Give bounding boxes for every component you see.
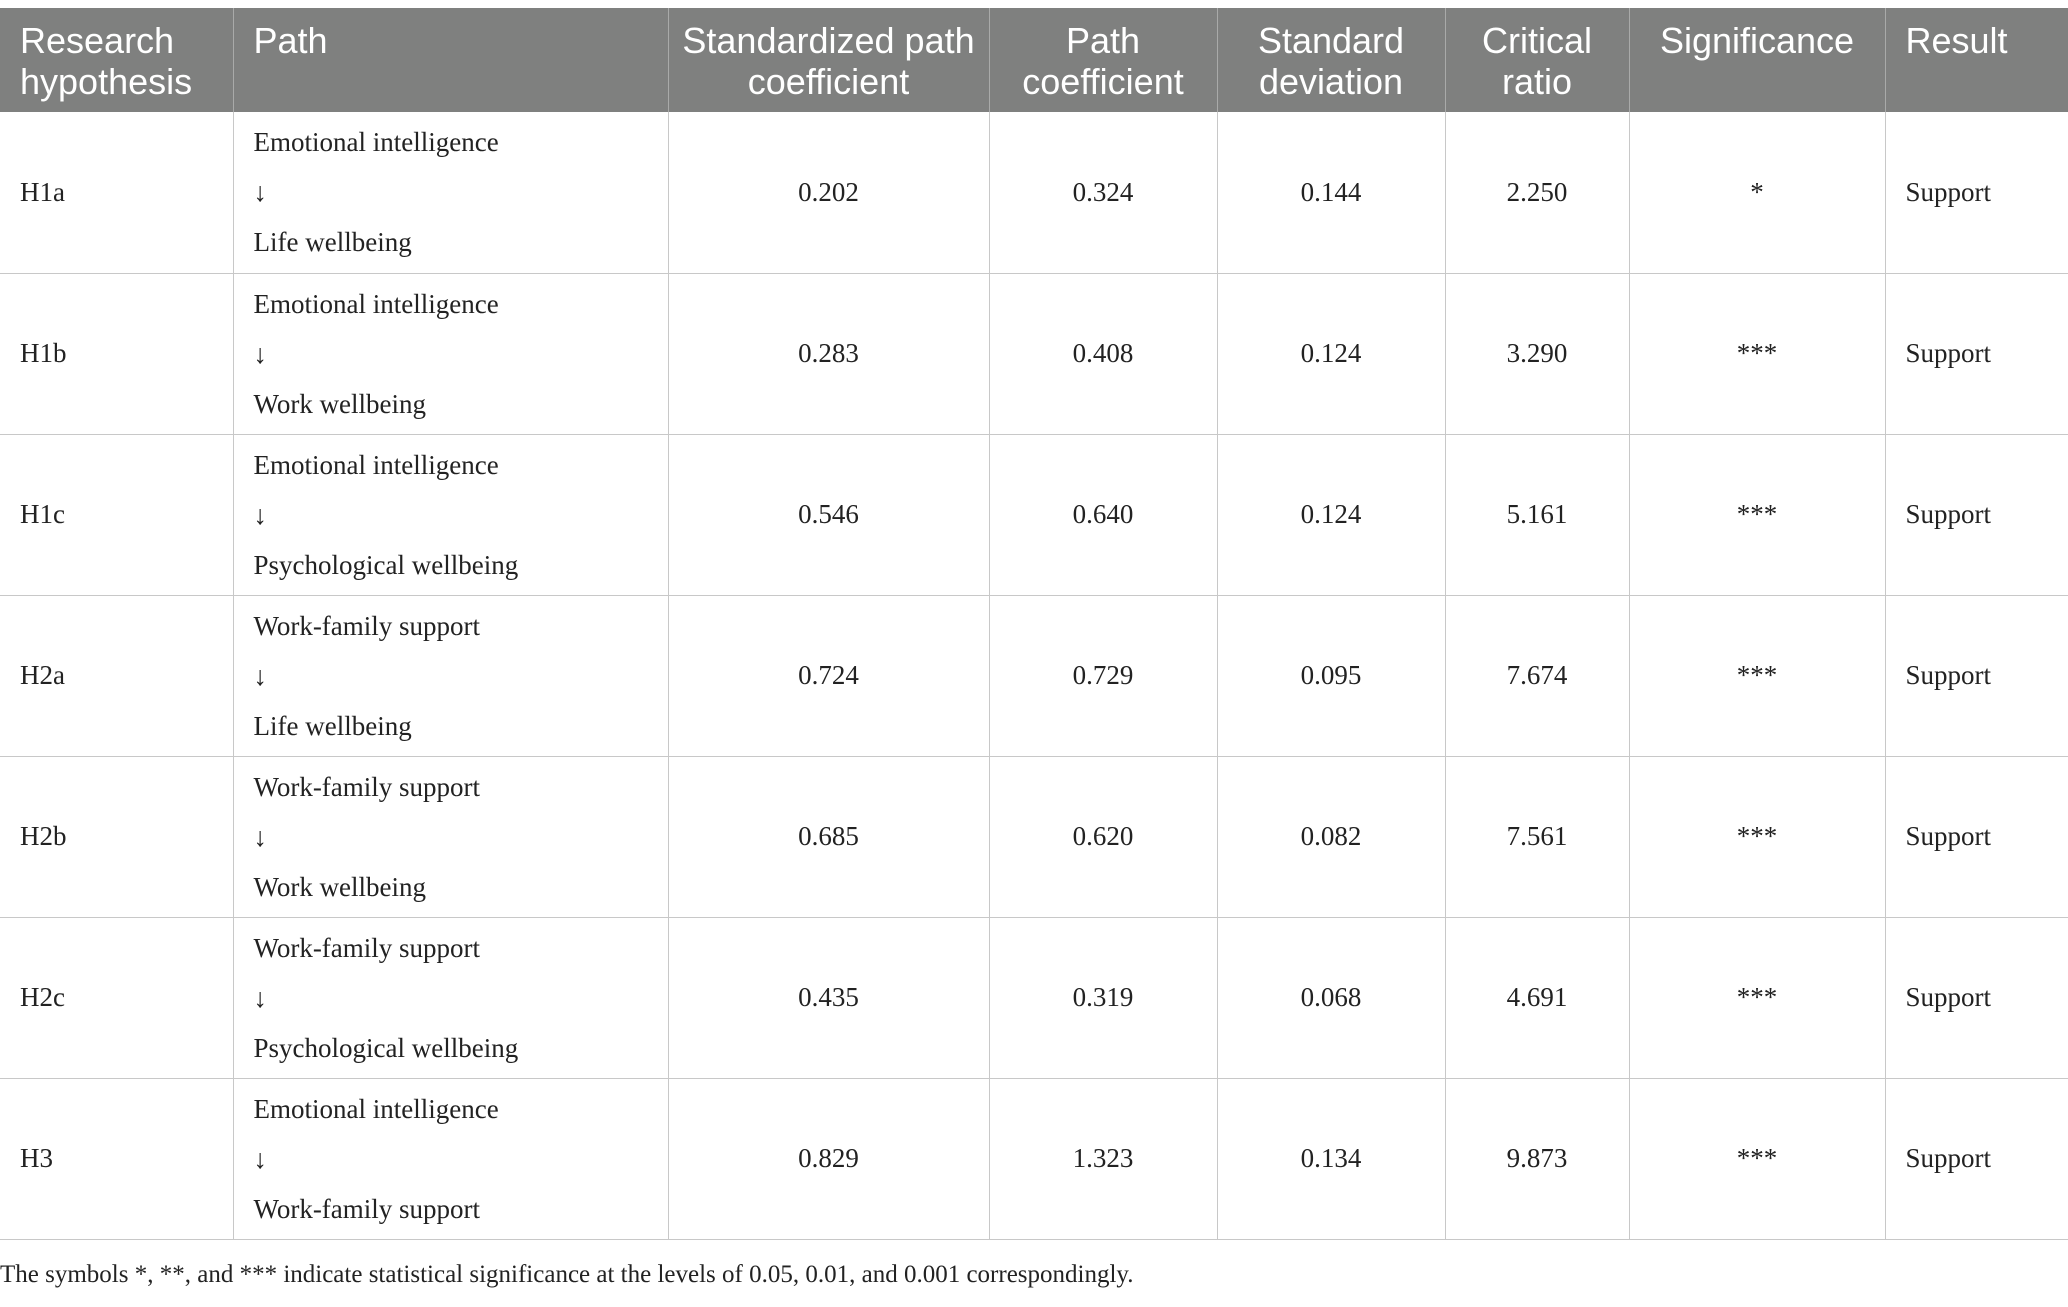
- table-row: [0, 1078, 2068, 1239]
- path-from-label: Work-family support: [253, 932, 481, 963]
- table-footnote: The symbols *, **, and *** indicate statistical significance at the levels of 0.05, 0.01, and 0.001 correspondingly.: [0, 1261, 1134, 1288]
- result-cell: Support: [1885, 1078, 2068, 1239]
- path-cell: [233, 112, 668, 273]
- standardized-coefficient-cell: 0.546: [668, 434, 989, 595]
- hypothesis-cell: H1a: [0, 112, 233, 273]
- path-coefficient-cell: 0.640: [989, 434, 1217, 595]
- path-coefficient-cell: 0.324: [989, 112, 1217, 273]
- path-from-label: Work-family support: [253, 771, 481, 802]
- hypothesis-cell: H2b: [0, 756, 233, 917]
- path-cell: [233, 1078, 668, 1239]
- results-table-container: [0, 8, 2068, 1240]
- down-arrow-icon: ↓: [253, 499, 267, 530]
- down-arrow-icon: ↓: [253, 660, 267, 691]
- header-path: Path: [233, 8, 668, 112]
- critical-ratio-cell: 7.674: [1445, 595, 1629, 756]
- standardized-coefficient-cell: 0.283: [668, 273, 989, 434]
- path-cell: [233, 434, 668, 595]
- significance-cell: ***: [1629, 917, 1885, 1078]
- result-cell: Support: [1885, 917, 2068, 1078]
- standard-deviation-cell: 0.134: [1217, 1078, 1445, 1239]
- standard-deviation-cell: 0.068: [1217, 917, 1445, 1078]
- path-from-label: Work-family support: [253, 610, 481, 641]
- table-row: [0, 595, 2068, 756]
- header-path-coefficient: Path coefficient: [989, 8, 1217, 112]
- critical-ratio-cell: 2.250: [1445, 112, 1629, 273]
- standardized-coefficient-cell: 0.685: [668, 756, 989, 917]
- critical-ratio-cell: 5.161: [1445, 434, 1629, 595]
- result-cell: Support: [1885, 595, 2068, 756]
- hypothesis-cell: H2c: [0, 917, 233, 1078]
- down-arrow-icon: ↓: [253, 821, 267, 852]
- path-cell: [233, 917, 668, 1078]
- table-row: [0, 273, 2068, 434]
- significance-cell: *: [1629, 112, 1885, 273]
- path-from-label: Emotional intelligence: [253, 127, 499, 158]
- result-cell: Support: [1885, 434, 2068, 595]
- header-critical-ratio: Critical ratio: [1445, 8, 1629, 112]
- path-to-label: Work-family support: [253, 1193, 481, 1224]
- down-arrow-icon: ↓: [253, 982, 267, 1013]
- header-research-hypothesis: Research hypothesis: [0, 8, 233, 112]
- path-coefficient-cell: 0.408: [989, 273, 1217, 434]
- result-cell: Support: [1885, 273, 2068, 434]
- path-coefficient-cell: 1.323: [989, 1078, 1217, 1239]
- standard-deviation-cell: 0.095: [1217, 595, 1445, 756]
- table-row: [0, 434, 2068, 595]
- path-from-label: Emotional intelligence: [253, 288, 499, 319]
- table-header-row: [0, 8, 2068, 112]
- standard-deviation-cell: 0.144: [1217, 112, 1445, 273]
- significance-cell: ***: [1629, 273, 1885, 434]
- significance-cell: ***: [1629, 756, 1885, 917]
- path-cell: [233, 756, 668, 917]
- critical-ratio-cell: 9.873: [1445, 1078, 1629, 1239]
- standard-deviation-cell: 0.082: [1217, 756, 1445, 917]
- header-significance: Significance: [1629, 8, 1885, 112]
- down-arrow-icon: ↓: [253, 1143, 267, 1174]
- path-from-label: Emotional intelligence: [253, 1093, 499, 1124]
- path-cell: [233, 273, 668, 434]
- header-standard-deviation: Standard deviation: [1217, 8, 1445, 112]
- path-to-label: Work wellbeing: [253, 871, 427, 902]
- path-coefficient-cell: 0.319: [989, 917, 1217, 1078]
- hypothesis-cell: H2a: [0, 595, 233, 756]
- header-standardized-path-coefficient: Standardized path coefficient: [668, 8, 989, 112]
- table-row: [0, 756, 2068, 917]
- critical-ratio-cell: 4.691: [1445, 917, 1629, 1078]
- standardized-coefficient-cell: 0.435: [668, 917, 989, 1078]
- critical-ratio-cell: 7.561: [1445, 756, 1629, 917]
- standard-deviation-cell: 0.124: [1217, 434, 1445, 595]
- down-arrow-icon: ↓: [253, 338, 267, 369]
- table-row: [0, 917, 2068, 1078]
- result-cell: Support: [1885, 112, 2068, 273]
- path-to-label: Psychological wellbeing: [253, 1032, 519, 1063]
- significance-cell: ***: [1629, 595, 1885, 756]
- significance-cell: ***: [1629, 1078, 1885, 1239]
- path-coefficient-cell: 0.620: [989, 756, 1217, 917]
- down-arrow-icon: ↓: [253, 177, 267, 208]
- header-result: Result: [1885, 8, 2068, 112]
- path-coefficient-cell: 0.729: [989, 595, 1217, 756]
- path-cell: [233, 595, 668, 756]
- standard-deviation-cell: 0.124: [1217, 273, 1445, 434]
- hypothesis-results-table: [0, 8, 2068, 1240]
- critical-ratio-cell: 3.290: [1445, 273, 1629, 434]
- path-to-label: Work wellbeing: [253, 388, 427, 419]
- hypothesis-cell: H1c: [0, 434, 233, 595]
- table-row: [0, 112, 2068, 273]
- standardized-coefficient-cell: 0.829: [668, 1078, 989, 1239]
- standardized-coefficient-cell: 0.724: [668, 595, 989, 756]
- path-to-label: Life wellbeing: [253, 710, 412, 741]
- significance-cell: ***: [1629, 434, 1885, 595]
- path-to-label: Life wellbeing: [253, 227, 412, 258]
- path-from-label: Emotional intelligence: [253, 449, 499, 480]
- result-cell: Support: [1885, 756, 2068, 917]
- standardized-coefficient-cell: 0.202: [668, 112, 989, 273]
- hypothesis-cell: H3: [0, 1078, 233, 1239]
- hypothesis-cell: H1b: [0, 273, 233, 434]
- path-to-label: Psychological wellbeing: [253, 549, 519, 580]
